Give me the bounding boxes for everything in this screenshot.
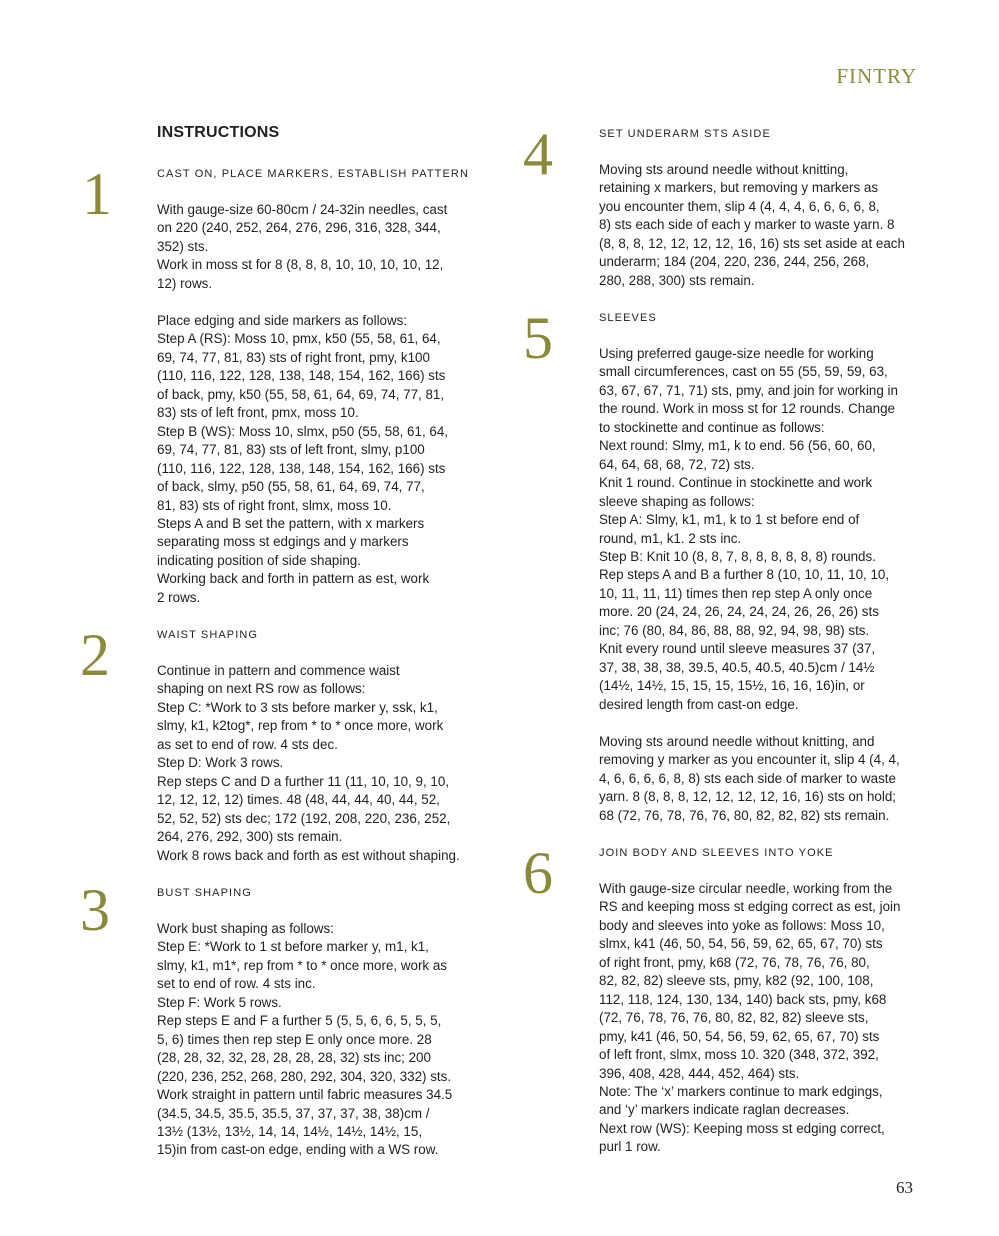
text-line: 2 rows.	[157, 589, 201, 605]
section-title-3: BUST SHAPING	[157, 887, 252, 899]
text-line: set to end of row. 4 sts inc.	[157, 976, 316, 992]
text-line: With gauge-size circular needle, working from the	[599, 881, 893, 896]
text-line: (34.5, 34.5, 35.5, 35.5, 37, 37, 37, 38, 38)cm /	[157, 1105, 430, 1121]
text-line: Step A: Slmy, k1, m1, k to 1 st before end of	[599, 512, 860, 528]
text-line: (110, 116, 122, 128, 138, 148, 154, 162, 166) sts	[157, 368, 446, 384]
text-line: as set to end of row. 4 sts dec.	[157, 736, 338, 752]
text-line: 280, 288, 300) sts remain.	[599, 272, 755, 288]
text-line: slmy, k1, m1*, rep from * to * once more, work as	[157, 957, 447, 973]
text-line: to stockinette and continue as follows:	[599, 419, 825, 435]
text-line: slmy, k1, k2tog*, rep from * to * once more, work	[157, 718, 444, 734]
text-line: and ‘y’ markers indicate raglan decreases.	[599, 1102, 850, 1118]
text-line: Place edging and side markers as follows:	[157, 313, 408, 328]
section-number-2: 2	[80, 622, 110, 688]
text-line: 52, 52, 52) sts dec; 172 (192, 208, 220, 236, 252,	[157, 810, 451, 826]
text-line: the round. Work in moss st for 12 rounds. Change	[599, 401, 895, 417]
text-line: Knit every round until sleeve measures 37 (37,	[599, 641, 876, 657]
text-line: 69, 74, 77, 81, 83) sts of left front, slmy, p100	[157, 442, 425, 458]
section-2-paragraph-1	[157, 662, 479, 865]
text-line: Work straight in pattern until fabric measures 34.5	[157, 1087, 453, 1103]
text-line: (72, 76, 78, 76, 76, 80, 82, 82, 82) sleeve sts,	[599, 1010, 869, 1026]
text-line: body and sleeves into yoke as follows: Moss 10,	[599, 917, 885, 933]
text-line: 264, 276, 292, 300) sts remain.	[157, 829, 343, 845]
text-line: 69, 74, 77, 81, 83) sts of right front, pmy, k100	[157, 349, 430, 365]
text-line: indicating position of side shaping.	[157, 552, 361, 568]
section-number-5: 5	[523, 305, 553, 371]
section-title-2: WAIST SHAPING	[157, 629, 259, 641]
text-line: 396, 408, 428, 444, 452, 464) sts.	[599, 1065, 800, 1081]
text-line: Steps A and B set the pattern, with x markers	[157, 515, 425, 531]
text-line: 10, 11, 11, 11) times then rep step A only once	[599, 585, 873, 601]
text-line: Moving sts around needle without knitting,	[599, 162, 849, 177]
text-line: (8, 8, 8, 12, 12, 12, 12, 16, 16) sts set aside at each	[599, 235, 905, 251]
text-line: (110, 116, 122, 128, 138, 148, 154, 162, 166) sts	[157, 460, 446, 476]
text-line: 64, 64, 68, 68, 72, 72) sts.	[599, 456, 755, 472]
text-line: Work bust shaping as follows:	[157, 921, 334, 936]
text-line: Rep steps C and D a further 11 (11, 10, 10, 9, 10,	[157, 773, 450, 789]
text-line: 68 (72, 76, 78, 76, 76, 80, 82, 82, 82) sts remain.	[599, 807, 890, 823]
text-line: 37, 38, 38, 38, 39.5, 40.5, 40.5, 40.5)cm / 14½	[599, 659, 875, 675]
text-line: Working back and forth in pattern as est, work	[157, 571, 430, 587]
text-line: round, m1, k1. 2 sts inc.	[599, 530, 742, 546]
text-line: Step A (RS): Moss 10, pmx, k50 (55, 58, 61, 64,	[157, 331, 441, 347]
text-line: underarm; 184 (204, 220, 236, 244, 256, 268,	[599, 254, 870, 270]
text-line: Note: The ‘x’ markers continue to mark edgings,	[599, 1083, 883, 1099]
section-5-paragraph-1	[599, 345, 921, 714]
text-line: 8) sts each side of each y marker to waste yarn. 8	[599, 217, 895, 233]
text-line: more. 20 (24, 24, 26, 24, 24, 24, 26, 26, 26) sts	[599, 604, 879, 620]
text-line: (220, 236, 252, 268, 280, 292, 304, 320, 332) sts.	[157, 1068, 452, 1084]
text-line: Moving sts around needle without knitting, and	[599, 734, 875, 749]
text-line: (28, 28, 32, 32, 28, 28, 28, 28, 32) sts inc; 200	[157, 1050, 431, 1066]
section-number-4: 4	[523, 121, 553, 187]
section-number-6: 6	[523, 840, 553, 906]
text-line: Continue in pattern and commence waist	[157, 663, 400, 678]
text-line: 352) sts.	[157, 238, 209, 254]
section-title-5: SLEEVES	[599, 312, 657, 324]
text-line: 82, 82, 82) sleeve sts, pmy, k82 (92, 100, 108,	[599, 973, 874, 989]
text-line: 12) rows.	[157, 275, 213, 291]
text-line: 4, 6, 6, 6, 6, 8, 8) sts each side of marker to waste	[599, 770, 896, 786]
text-line: separating moss st edgings and y markers	[157, 534, 409, 550]
text-line: 5, 6) times then rep step E only once more. 28	[157, 1031, 432, 1047]
text-line: retaining x markers, but removing y markers as	[599, 180, 879, 196]
text-line: Work 8 rows back and forth as est without shaping.	[157, 847, 460, 863]
text-line: removing y marker as you encounter it, slip 4 (4, 4,	[599, 752, 900, 768]
text-line: inc; 76 (80, 84, 86, 88, 88, 92, 94, 98, 98) sts.	[599, 622, 870, 638]
section-title-1: CAST ON, PLACE MARKERS, ESTABLISH PATTERN	[157, 168, 470, 180]
instructions-heading: INSTRUCTIONS	[157, 124, 280, 141]
section-number-1: 1	[82, 161, 112, 227]
text-line: (14½, 14½, 15, 15, 15, 15½, 16, 16, 16)in, or	[599, 678, 865, 694]
text-line: Step D: Work 3 rows.	[157, 755, 284, 771]
text-line: 15)in from cast-on edge, ending with a WS row.	[157, 1142, 439, 1158]
text-line: of back, slmy, p50 (55, 58, 61, 64, 69, 74, 77,	[157, 479, 425, 495]
text-line: 13½ (13½, 13½, 14, 14, 14½, 14½, 14½, 15,	[157, 1123, 423, 1139]
text-line: Step C: *Work to 3 sts before marker y, ssk, k1,	[157, 699, 438, 715]
text-line: Rep steps A and B a further 8 (10, 10, 11, 10, 10,	[599, 567, 890, 583]
text-line: of back, pmy, k50 (55, 58, 61, 64, 69, 74, 77, 81,	[157, 386, 445, 402]
text-line: Step B: Knit 10 (8, 8, 7, 8, 8, 8, 8, 8, 8) rounds.	[599, 548, 876, 564]
section-1-paragraph-1	[157, 201, 479, 293]
text-line: Step E: *Work to 1 st before marker y, m1, k1,	[157, 939, 429, 955]
section-title-4: SET UNDERARM STS ASIDE	[599, 128, 771, 140]
text-line: Using preferred gauge-size needle for working	[599, 346, 874, 361]
text-line: you encounter them, slip 4 (4, 4, 4, 6, 6, 6, 6, 8,	[599, 198, 880, 214]
text-line: Step B (WS): Moss 10, slmx, p50 (55, 58, 61, 64,	[157, 423, 448, 439]
section-6-paragraph-1	[599, 880, 921, 1157]
text-line: slmx, k41 (46, 50, 54, 56, 59, 62, 65, 67, 70) sts	[599, 936, 883, 952]
text-line: Next row (WS): Keeping moss st edging correct,	[599, 1120, 885, 1136]
text-line: 112, 118, 124, 130, 134, 140) back sts, pmy, k68	[599, 991, 887, 1007]
text-line: Work in moss st for 8 (8, 8, 8, 10, 10, 10, 10, 12,	[157, 257, 444, 273]
text-line: yarn. 8 (8, 8, 8, 12, 12, 12, 12, 16, 16) sts on hold;	[599, 789, 897, 805]
section-title-6: JOIN BODY AND SLEEVES INTO YOKE	[599, 847, 834, 859]
text-line: sleeve shaping as follows:	[599, 493, 755, 509]
running-header-title: FINTRY	[836, 64, 917, 88]
text-line: Knit 1 round. Continue in stockinette and work	[599, 475, 873, 491]
text-line: on 220 (240, 252, 264, 276, 296, 316, 328, 344,	[157, 220, 441, 236]
text-line: 12, 12, 12, 12) times. 48 (48, 44, 44, 40, 44, 52,	[157, 792, 440, 808]
text-line: 63, 67, 67, 71, 71) sts, pmy, and join for working in	[599, 382, 898, 398]
text-line: 81, 83) sts of right front, slmx, moss 10.	[157, 497, 392, 513]
section-3-paragraph-1	[157, 920, 479, 1160]
text-line: 83) sts of left front, pmx, moss 10.	[157, 405, 359, 421]
text-line: of left front, slmx, moss 10. 320 (348, 372, 392,	[599, 1047, 879, 1063]
page-number: 63	[896, 1178, 913, 1197]
text-line: Next round: Slmy, m1, k to end. 56 (56, 60, 60,	[599, 438, 876, 454]
section-1-paragraph-2	[157, 312, 479, 607]
text-line: pmy, k41 (46, 50, 54, 56, 59, 62, 65, 67, 70) sts	[599, 1028, 880, 1044]
text-line: Rep steps E and F a further 5 (5, 5, 6, 6, 5, 5, 5,	[157, 1013, 442, 1029]
section-4-paragraph-1	[599, 161, 921, 290]
text-line: of right front, pmy, k68 (72, 76, 78, 76, 76, 80,	[599, 954, 870, 970]
text-line: RS and keeping moss st edging correct as est, join	[599, 899, 901, 915]
text-line: desired length from cast-on edge.	[599, 696, 799, 712]
text-line: purl 1 row.	[599, 1139, 661, 1155]
text-line: Step F: Work 5 rows.	[157, 994, 282, 1010]
text-line: shaping on next RS row as follows:	[157, 681, 366, 697]
section-number-3: 3	[80, 877, 110, 943]
text-line: small circumferences, cast on 55 (55, 59, 59, 63,	[599, 364, 888, 380]
text-line: With gauge-size 60-80cm / 24-32in needles, cast	[157, 202, 448, 217]
section-5-paragraph-2	[599, 733, 921, 825]
